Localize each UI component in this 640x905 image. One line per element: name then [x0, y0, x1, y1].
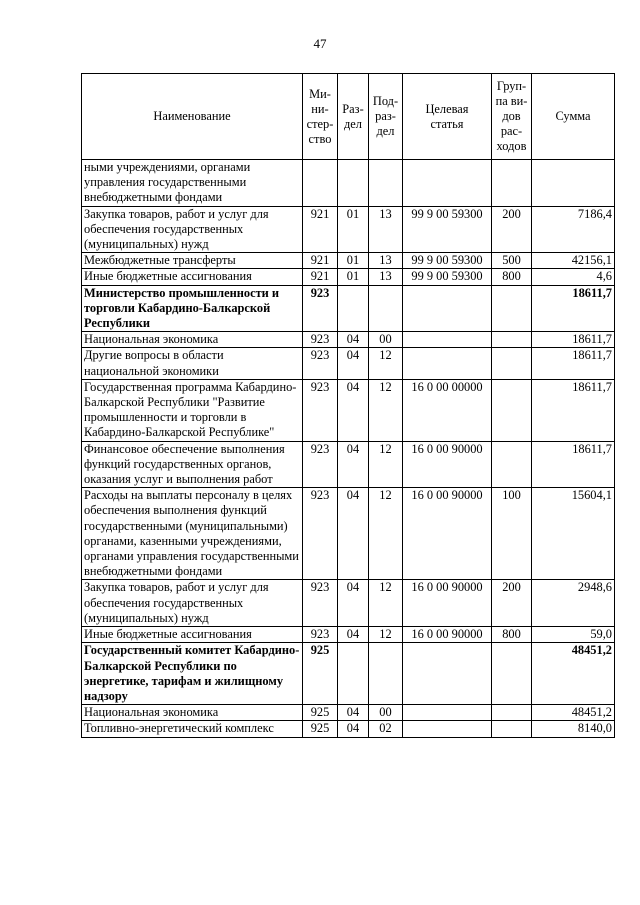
cell-subsection [369, 285, 403, 332]
cell-section: 01 [338, 253, 369, 269]
cell-sum: 7186,4 [532, 206, 615, 253]
cell-ministry: 923 [303, 580, 338, 627]
table-row [82, 269, 615, 285]
cell-name: Иные бюджетные ассигнования [82, 627, 303, 643]
cell-subsection: 13 [369, 269, 403, 285]
table-row [82, 627, 615, 643]
header-ministry: Ми- ни- стер- ство [303, 74, 338, 160]
cell-subsection: 02 [369, 721, 403, 737]
cell-group [492, 332, 532, 348]
header-row [82, 74, 615, 160]
table-row [82, 643, 615, 705]
cell-name: Расходы на выплаты персоналу в целях обеспечения выполнения функций государственными (муниципальными) органами, казенными учреждениями, органами управления государственными внебюджетными фондами [82, 488, 303, 580]
cell-group: 100 [492, 488, 532, 580]
table-row [82, 580, 615, 627]
cell-name: Государственная программа Кабардино-Балкарской Республики "Развитие промышленности и торговли в Кабардино-Балкарской Республике" [82, 379, 303, 441]
cell-group [492, 160, 532, 207]
table-row [82, 705, 615, 721]
cell-group: 800 [492, 627, 532, 643]
cell-target: 99 9 00 59300 [403, 206, 492, 253]
cell-section: 04 [338, 332, 369, 348]
cell-name: Другие вопросы в области национальной экономики [82, 348, 303, 379]
cell-sum: 18611,7 [532, 348, 615, 379]
cell-group [492, 705, 532, 721]
cell-target: 99 9 00 59300 [403, 253, 492, 269]
cell-name: Национальная экономика [82, 705, 303, 721]
cell-name: Закупка товаров, работ и услуг для обеспечения государственных (муниципальных) нужд [82, 206, 303, 253]
cell-target [403, 705, 492, 721]
cell-ministry: 921 [303, 206, 338, 253]
cell-section: 04 [338, 705, 369, 721]
cell-ministry: 923 [303, 627, 338, 643]
cell-name: Межбюджетные трансферты [82, 253, 303, 269]
cell-ministry: 923 [303, 488, 338, 580]
table-row [82, 285, 615, 332]
cell-group: 200 [492, 206, 532, 253]
cell-target [403, 721, 492, 737]
cell-section: 04 [338, 441, 369, 488]
cell-name: Закупка товаров, работ и услуг для обеспечения государственных (муниципальных) нужд [82, 580, 303, 627]
cell-sum [532, 160, 615, 207]
header-section: Раз- дел [338, 74, 369, 160]
table-row [82, 206, 615, 253]
table-row [82, 348, 615, 379]
cell-subsection: 12 [369, 441, 403, 488]
cell-target [403, 332, 492, 348]
cell-section: 01 [338, 269, 369, 285]
cell-sum: 18611,7 [532, 441, 615, 488]
cell-group [492, 643, 532, 705]
table-row [82, 721, 615, 737]
cell-sum: 8140,0 [532, 721, 615, 737]
cell-group: 200 [492, 580, 532, 627]
budget-table [81, 73, 615, 738]
cell-target [403, 285, 492, 332]
cell-section [338, 285, 369, 332]
cell-ministry: 923 [303, 332, 338, 348]
cell-group: 800 [492, 269, 532, 285]
header-target: Целевая статья [403, 74, 492, 160]
cell-target: 16 0 00 90000 [403, 488, 492, 580]
cell-section: 04 [338, 488, 369, 580]
cell-subsection: 12 [369, 580, 403, 627]
cell-name: ными учреждениями, органами управления государственными внебюджетными фондами [82, 160, 303, 207]
cell-section: 04 [338, 348, 369, 379]
cell-section: 01 [338, 206, 369, 253]
cell-name: Государственный комитет Кабардино-Балкарской Республики по энергетике, тарифам и жилищному надзору [82, 643, 303, 705]
cell-group [492, 721, 532, 737]
cell-subsection: 00 [369, 332, 403, 348]
cell-ministry: 923 [303, 348, 338, 379]
table-row [82, 379, 615, 441]
cell-subsection: 00 [369, 705, 403, 721]
cell-subsection: 12 [369, 348, 403, 379]
header-subsection: Под- раз- дел [369, 74, 403, 160]
cell-section [338, 160, 369, 207]
cell-subsection [369, 160, 403, 207]
cell-ministry: 925 [303, 643, 338, 705]
cell-sum: 18611,7 [532, 285, 615, 332]
cell-subsection [369, 643, 403, 705]
cell-section: 04 [338, 580, 369, 627]
cell-sum: 2948,6 [532, 580, 615, 627]
cell-name: Иные бюджетные ассигнования [82, 269, 303, 285]
cell-target [403, 348, 492, 379]
table-row [82, 441, 615, 488]
cell-subsection: 13 [369, 253, 403, 269]
cell-name: Топливно-энергетический комплекс [82, 721, 303, 737]
table-row [82, 160, 615, 207]
cell-group [492, 348, 532, 379]
cell-sum: 4,6 [532, 269, 615, 285]
cell-target: 99 9 00 59300 [403, 269, 492, 285]
cell-group: 500 [492, 253, 532, 269]
cell-group [492, 441, 532, 488]
table-row [82, 488, 615, 580]
cell-name: Министерство промышленности и торговли Кабардино-Балкарской Республики [82, 285, 303, 332]
cell-sum: 18611,7 [532, 379, 615, 441]
page-number: 47 [313, 36, 327, 51]
cell-section: 04 [338, 627, 369, 643]
cell-ministry: 925 [303, 705, 338, 721]
cell-target [403, 643, 492, 705]
cell-section: 04 [338, 721, 369, 737]
cell-sum: 42156,1 [532, 253, 615, 269]
table-row [82, 332, 615, 348]
cell-ministry: 923 [303, 285, 338, 332]
table-row [82, 253, 615, 269]
cell-target: 16 0 00 90000 [403, 441, 492, 488]
cell-ministry: 921 [303, 253, 338, 269]
cell-sum: 18611,7 [532, 332, 615, 348]
header-group: Груп- па ви- дов рас- ходов [492, 74, 532, 160]
cell-target: 16 0 00 00000 [403, 379, 492, 441]
cell-subsection: 13 [369, 206, 403, 253]
cell-target [403, 160, 492, 207]
cell-ministry: 921 [303, 269, 338, 285]
cell-sum: 59,0 [532, 627, 615, 643]
cell-ministry: 923 [303, 441, 338, 488]
cell-sum: 48451,2 [532, 705, 615, 721]
cell-name: Финансовое обеспечение выполнения функций государственных органов, оказания услуг и выполнения работ [82, 441, 303, 488]
cell-section [338, 643, 369, 705]
header-sum: Сумма [532, 74, 615, 160]
cell-subsection: 12 [369, 627, 403, 643]
cell-section: 04 [338, 379, 369, 441]
cell-name: Национальная экономика [82, 332, 303, 348]
cell-ministry: 925 [303, 721, 338, 737]
cell-subsection: 12 [369, 488, 403, 580]
cell-target: 16 0 00 90000 [403, 627, 492, 643]
cell-ministry [303, 160, 338, 207]
header-name: Наименование [82, 74, 303, 160]
cell-group [492, 379, 532, 441]
cell-ministry: 923 [303, 379, 338, 441]
cell-target: 16 0 00 90000 [403, 580, 492, 627]
cell-subsection: 12 [369, 379, 403, 441]
cell-group [492, 285, 532, 332]
cell-sum: 15604,1 [532, 488, 615, 580]
cell-sum: 48451,2 [532, 643, 615, 705]
